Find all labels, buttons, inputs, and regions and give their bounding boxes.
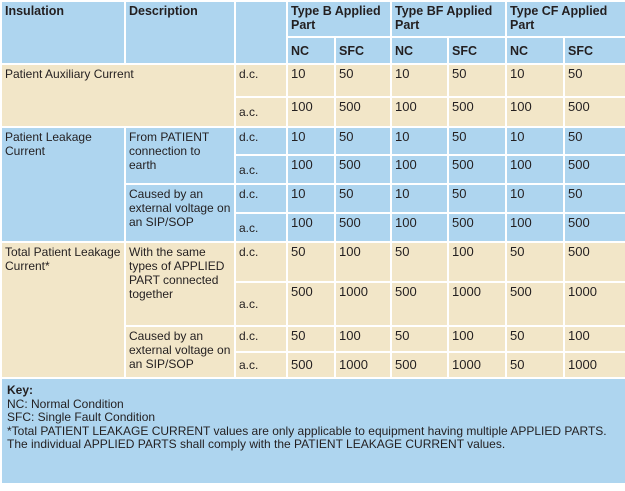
value-cell: 500 (391, 352, 448, 378)
value-cell: 100 (506, 155, 564, 184)
value-cell: 50 (448, 127, 506, 155)
value-cell: 50 (506, 326, 564, 352)
value-cell: 10 (287, 127, 335, 155)
value-cell: 10 (391, 184, 448, 213)
key-section (1, 378, 625, 484)
header-cf-nc: NC (506, 37, 564, 64)
key-nc: NC: Normal Condition (7, 396, 124, 411)
current-type: a.c. (235, 352, 287, 378)
value-cell: 500 (564, 213, 625, 242)
value-cell: 50 (448, 64, 506, 97)
value-cell: 50 (564, 184, 625, 213)
value-cell: 10 (506, 64, 564, 97)
value-cell: 100 (506, 213, 564, 242)
value-cell: 10 (506, 127, 564, 155)
value-cell: 100 (287, 97, 335, 127)
header-b-sfc: SFC (335, 37, 391, 64)
value-cell: 10 (391, 127, 448, 155)
value-cell: 50 (391, 326, 448, 352)
value-cell: 1000 (448, 282, 506, 326)
value-cell: 10 (506, 184, 564, 213)
header-current-type (235, 1, 287, 64)
value-cell: 500 (448, 155, 506, 184)
header-bf-sfc: SFC (448, 37, 506, 64)
value-cell: 1000 (564, 282, 625, 326)
section-label-aux: Patient Auxiliary Current (1, 64, 235, 127)
section-label-total: Total Patient Leakage Current* (1, 242, 125, 378)
value-cell: 500 (391, 282, 448, 326)
section-label-leakage: Patient Leakage Current (1, 127, 125, 242)
current-type: d.c. (235, 127, 287, 155)
current-type: a.c. (235, 282, 287, 326)
header-b-nc: NC (287, 37, 335, 64)
current-type: a.c. (235, 97, 287, 127)
value-cell: 50 (448, 184, 506, 213)
current-type: a.c. (235, 155, 287, 184)
current-type: d.c. (235, 64, 287, 97)
value-cell: 500 (448, 97, 506, 127)
value-cell: 1000 (448, 352, 506, 378)
header-type-bf: Type BF Applied Part (391, 1, 506, 37)
value-cell: 100 (391, 97, 448, 127)
value-cell: 50 (287, 326, 335, 352)
description-cell: Caused by an external voltage on an SIP/SOP (125, 326, 235, 378)
description-cell: From PATIENT connection to earth (125, 127, 235, 184)
value-cell: 50 (564, 64, 625, 97)
current-type: d.c. (235, 242, 287, 282)
current-type: d.c. (235, 326, 287, 352)
value-cell: 50 (506, 352, 564, 378)
value-cell: 1000 (335, 352, 391, 378)
key-footnote: *Total PATIENT LEAKAGE CURRENT values are only applicable to equipment having multiple APPLIED PARTS. The individual APPLIED PARTS shall comply with the PATIENT LEAKAGE CURRENT values. (7, 423, 607, 451)
value-cell: 1000 (564, 352, 625, 378)
value-cell: 50 (335, 184, 391, 213)
description-cell: Caused by an external voltage on an SIP/SOP (125, 184, 235, 242)
value-cell: 50 (335, 127, 391, 155)
value-cell: 500 (564, 155, 625, 184)
header-type-b: Type B Applied Part (287, 1, 391, 37)
value-cell: 100 (448, 326, 506, 352)
value-cell: 100 (391, 155, 448, 184)
current-type: a.c. (235, 213, 287, 242)
value-cell: 500 (287, 352, 335, 378)
value-cell: 50 (564, 127, 625, 155)
value-cell: 50 (335, 64, 391, 97)
header-insulation: Insulation (1, 1, 125, 64)
header-type-cf: Type CF Applied Part (506, 1, 625, 37)
value-cell: 500 (506, 282, 564, 326)
header-cf-sfc: SFC (564, 37, 625, 64)
description-cell: With the same types of APPLIED PART connected together (125, 242, 235, 326)
header-bf-nc: NC (391, 37, 448, 64)
value-cell: 500 (335, 97, 391, 127)
value-cell: 100 (335, 242, 391, 282)
value-cell: 100 (335, 326, 391, 352)
value-cell: 100 (448, 242, 506, 282)
value-cell: 10 (287, 184, 335, 213)
key-title: Key: (7, 383, 34, 397)
value-cell: 500 (335, 213, 391, 242)
value-cell: 500 (335, 155, 391, 184)
value-cell: 100 (287, 155, 335, 184)
header-description: Description (125, 1, 235, 64)
current-type: d.c. (235, 184, 287, 213)
value-cell: 500 (564, 242, 625, 282)
value-cell: 100 (391, 213, 448, 242)
value-cell: 100 (564, 326, 625, 352)
value-cell: 50 (391, 242, 448, 282)
value-cell: 100 (506, 97, 564, 127)
value-cell: 500 (287, 282, 335, 326)
value-cell: 500 (564, 97, 625, 127)
value-cell: 100 (287, 213, 335, 242)
key-sfc: SFC: Single Fault Condition (7, 410, 156, 424)
value-cell: 1000 (335, 282, 391, 326)
value-cell: 50 (287, 242, 335, 282)
value-cell: 10 (287, 64, 335, 97)
value-cell: 500 (448, 213, 506, 242)
value-cell: 50 (506, 242, 564, 282)
value-cell: 10 (391, 64, 448, 97)
